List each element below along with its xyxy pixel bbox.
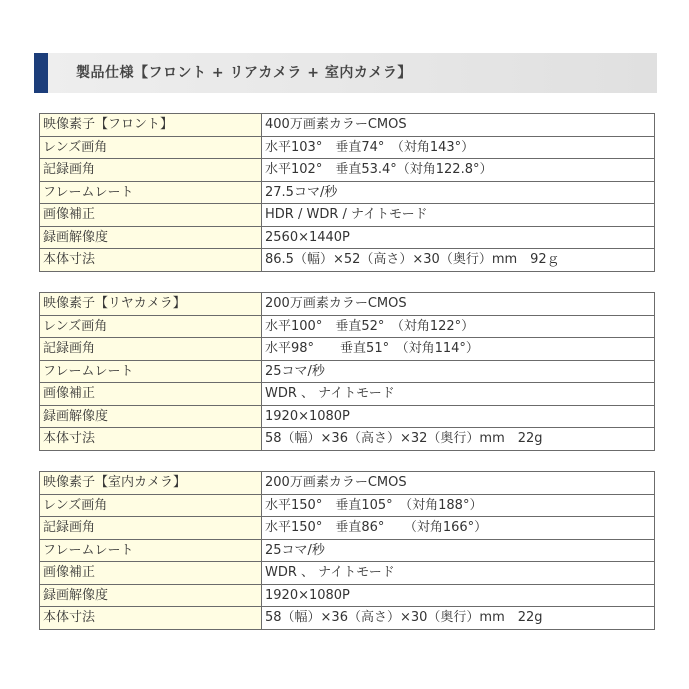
table-row [40,159,655,182]
spec-value: 58（幅）×36（高さ）×32（奥行）mm 22g [262,428,655,451]
table-row [40,383,655,406]
spec-label: 画像補正 [40,383,262,406]
table-row [40,494,655,517]
spec-label: 画像補正 [40,204,262,227]
spec-value: 200万画素カラーCMOS [262,293,655,316]
spec-value: 25コマ/秒 [262,539,655,562]
spec-value: 25コマ/秒 [262,360,655,383]
table-row [40,315,655,338]
spec-label: レンズ画角 [40,494,262,517]
spec-label: フレームレート [40,181,262,204]
spec-label: 録画解像度 [40,226,262,249]
table-row [40,338,655,361]
table-row [40,428,655,451]
table-row [40,114,655,137]
spec-value: WDR 、 ナイトモード [262,562,655,585]
spec-label: 録画解像度 [40,405,262,428]
spec-value: 1920×1080P [262,584,655,607]
section-title: 製品仕様【フロント + リアカメラ + 室内カメラ】 [76,65,412,81]
spec-value: 27.5コマ/秒 [262,181,655,204]
table-row [40,517,655,540]
spec-value: 2560×1440P [262,226,655,249]
spec-table-front [39,113,655,272]
spec-label: 本体寸法 [40,428,262,451]
spec-label: 映像素子【フロント】 [40,114,262,137]
table-row [40,136,655,159]
table-row [40,360,655,383]
spec-label: 本体寸法 [40,607,262,630]
table-row [40,472,655,495]
spec-label: レンズ画角 [40,315,262,338]
header-accent-bar [34,53,48,93]
spec-label: 画像補正 [40,562,262,585]
table-row [40,607,655,630]
spec-value: 水平103° 垂直74° （対角143°） [262,136,655,159]
spec-value: 1920×1080P [262,405,655,428]
spec-label: 映像素子【リヤカメラ】 [40,293,262,316]
spec-value: WDR 、 ナイトモード [262,383,655,406]
spec-label: レンズ画角 [40,136,262,159]
spec-label: 録画解像度 [40,584,262,607]
spec-value: 水平150° 垂直105° （対角188°） [262,494,655,517]
spec-value: 水平102° 垂直53.4°（対角122.8°） [262,159,655,182]
table-row [40,181,655,204]
section-header [34,53,657,93]
table-row [40,562,655,585]
table-row [40,204,655,227]
table-row [40,405,655,428]
spec-label: フレームレート [40,360,262,383]
spec-value: 200万画素カラーCMOS [262,472,655,495]
spec-table-interior [39,471,655,630]
spec-table-rear [39,292,655,451]
table-row [40,249,655,272]
spec-label: 映像素子【室内カメラ】 [40,472,262,495]
spec-value: 400万画素カラーCMOS [262,114,655,137]
table-row [40,539,655,562]
spec-value: 58（幅）×36（高さ）×30（奥行）mm 22g [262,607,655,630]
table-row [40,226,655,249]
spec-value: HDR / WDR / ナイトモード [262,204,655,227]
spec-value: 水平98° 垂直51° （対角114°） [262,338,655,361]
spec-label: 記録画角 [40,338,262,361]
spec-value: 水平100° 垂直52° （対角122°） [262,315,655,338]
spec-label: 記録画角 [40,159,262,182]
spec-label: フレームレート [40,539,262,562]
spec-value: 水平150° 垂直86° （対角166°） [262,517,655,540]
spec-label: 本体寸法 [40,249,262,272]
spec-value: 86.5（幅）×52（高さ）×30（奥行）mm 92ｇ [262,249,655,272]
table-row [40,584,655,607]
table-row [40,293,655,316]
spec-label: 記録画角 [40,517,262,540]
